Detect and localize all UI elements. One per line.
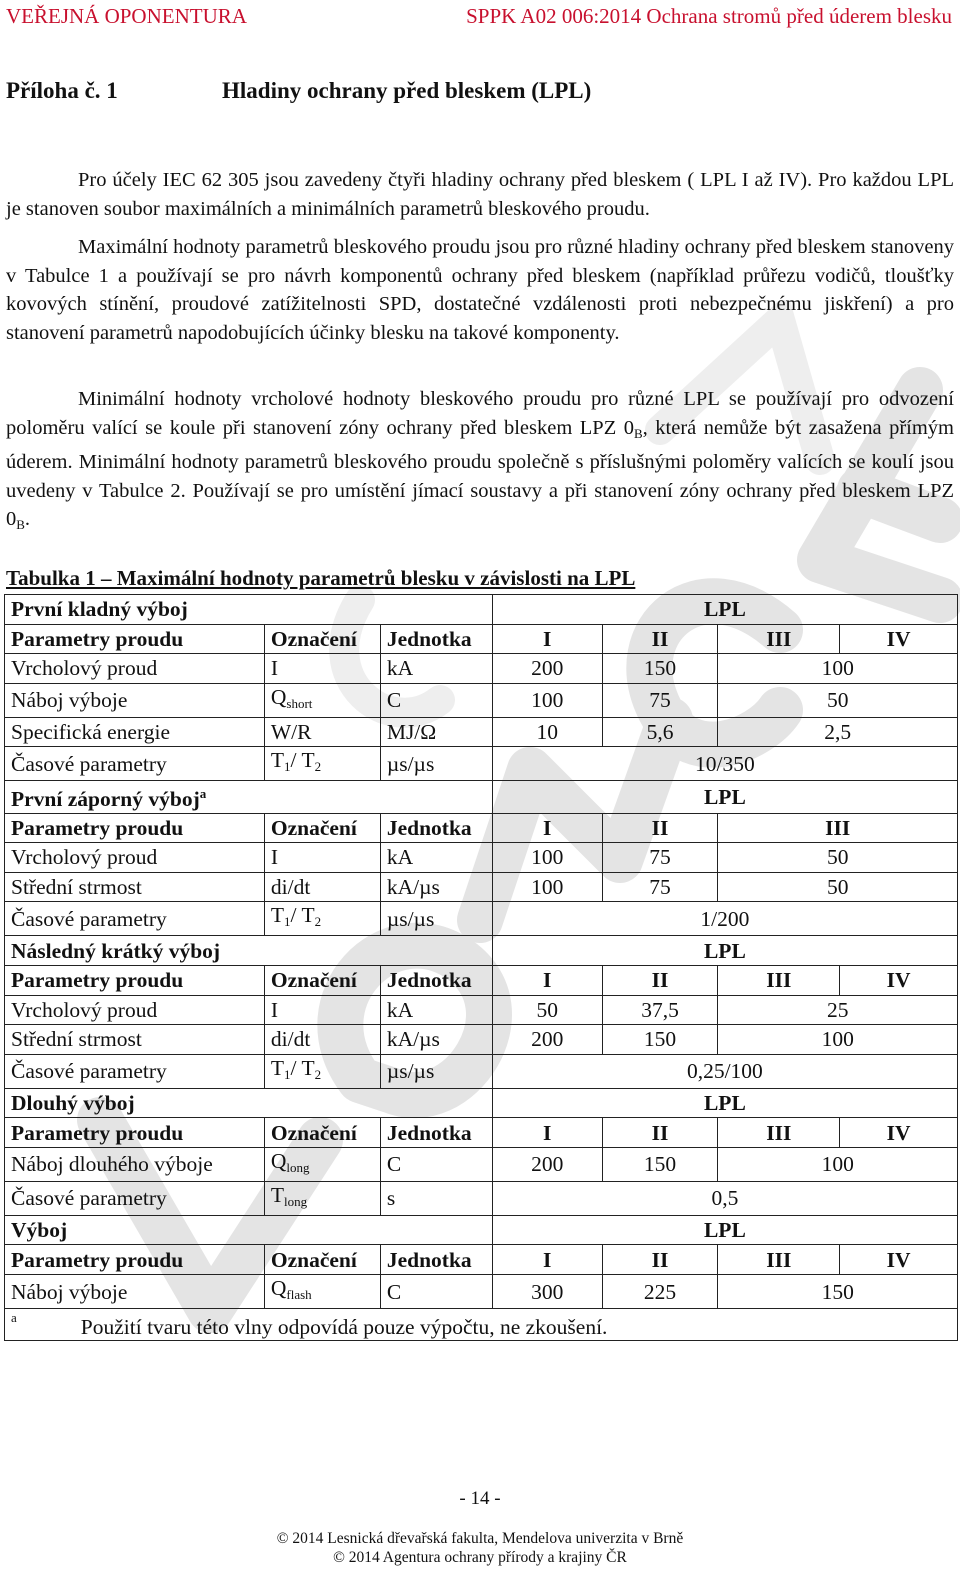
cell: 10/350 [492, 747, 957, 781]
cell: kA [380, 654, 492, 684]
cell: $T_1/$ $T_2$ [264, 747, 380, 781]
col-header: III [718, 813, 958, 843]
table-row [5, 843, 958, 873]
lpl-parameters-table [4, 594, 958, 1341]
col-header: II [602, 1118, 718, 1148]
section-header [5, 595, 958, 625]
cell: µs/µs [380, 1054, 492, 1088]
cell: kA/µs [380, 872, 492, 902]
section-header [5, 936, 958, 966]
cell: $Q_{flash}$ [264, 1275, 380, 1309]
cell: C [380, 683, 492, 717]
cell: Časové parametry [5, 747, 265, 781]
col-header: I [492, 1245, 602, 1275]
col-header: Označení [264, 1245, 380, 1275]
cell: 0,25/100 [492, 1054, 957, 1088]
cell: 100 [718, 1147, 958, 1181]
cell: $T_1/$ $T_2$ [264, 1054, 380, 1088]
cell: 100 [718, 654, 958, 684]
cell: Vrcholový proud [5, 995, 265, 1025]
col-header: Označení [264, 624, 380, 654]
section-title: První záporný výboj$^a$ [5, 781, 493, 813]
cell: µs/µs [380, 902, 492, 936]
cell: 50 [718, 872, 958, 902]
cell: 50 [718, 843, 958, 873]
table-row [5, 747, 958, 781]
col-header: Jednotka [380, 624, 492, 654]
section-title: Výboj [5, 1215, 493, 1245]
cell: s [380, 1181, 492, 1215]
cell: Časové parametry [5, 1054, 265, 1088]
lpl-header: LPL [492, 1215, 957, 1245]
cell: 150 [602, 654, 718, 684]
col-header: Označení [264, 813, 380, 843]
column-header-row [5, 624, 958, 654]
section-title: Následný krátký výboj [5, 936, 493, 966]
cell: Střední strmost [5, 1025, 265, 1055]
paragraph-1: Pro účely IEC 62 305 jsou zavedeny čtyři hladiny ochrany před bleskem ( LPL I až IV). Pro každou LPL je stanoven soubor maximálních a minimálních parametrů bleskového proudu. [6, 169, 954, 220]
cell: 10 [492, 717, 602, 747]
section-title: Dlouhý výboj [5, 1088, 493, 1118]
column-header-row [5, 1245, 958, 1275]
table-row [5, 717, 958, 747]
col-header: Jednotka [380, 813, 492, 843]
table-row [5, 1025, 958, 1055]
cell: 150 [602, 1025, 718, 1055]
col-header: I [492, 965, 602, 995]
col-header: IV [840, 1245, 958, 1275]
table-row [5, 683, 958, 717]
column-header-row [5, 813, 958, 843]
annex-title: Hladiny ochrany před bleskem (LPL) [222, 78, 592, 103]
cell: di/dt [264, 1025, 380, 1055]
cell: 100 [492, 683, 602, 717]
cell: di/dt [264, 872, 380, 902]
footer-line-2: © 2014 Agentura ochrany přírody a krajiny ČR [333, 1549, 627, 1566]
col-header: I [492, 624, 602, 654]
footnote-row [5, 1309, 958, 1341]
cell: 50 [492, 995, 602, 1025]
cell: C [380, 1147, 492, 1181]
col-header: Parametry proudu [5, 965, 265, 995]
col-header: II [602, 1245, 718, 1275]
cell: $T_1/$ $T_2$ [264, 902, 380, 936]
section-title: První kladný výboj [5, 595, 493, 625]
cell: 2,5 [718, 717, 958, 747]
header-left: VEŘEJNÁ OPONENTURA [6, 4, 247, 28]
footer-line-1: © 2014 Lesnická dřevařská fakulta, Mendelova univerzita v Brně [276, 1530, 684, 1547]
cell: I [264, 843, 380, 873]
column-header-row [5, 965, 958, 995]
cell: Vrcholový proud [5, 654, 265, 684]
lpl-header: LPL [492, 936, 957, 966]
cell: $T_{long}$ [264, 1181, 380, 1215]
table-row [5, 872, 958, 902]
cell: 5,6 [602, 717, 718, 747]
cell: 100 [492, 872, 602, 902]
cell: 75 [602, 683, 718, 717]
table-row [5, 654, 958, 684]
cell: 50 [718, 683, 958, 717]
col-header: Jednotka [380, 1118, 492, 1148]
table-row [5, 1181, 958, 1215]
cell: I [264, 995, 380, 1025]
cell: kA [380, 843, 492, 873]
cell: Náboj dlouhého výboje [5, 1147, 265, 1181]
cell: kA [380, 995, 492, 1025]
col-header: III [718, 965, 840, 995]
col-header: IV [840, 965, 958, 995]
table-row [5, 1147, 958, 1181]
col-header: II [602, 813, 718, 843]
table-footnote: $^a$ Použití tvaru této vlny odpovídá pouze výpočtu, ne zkoušení. [5, 1309, 958, 1341]
cell: kA/µs [380, 1025, 492, 1055]
cell: $Q_{long}$ [264, 1147, 380, 1181]
cell: I [264, 654, 380, 684]
table-caption: Tabulka 1 – Maximální hodnoty parametrů blesku v závislosti na LPL [6, 566, 636, 590]
cell: 25 [718, 995, 958, 1025]
col-header: Parametry proudu [5, 813, 265, 843]
col-header: Parametry proudu [5, 1245, 265, 1275]
cell: 300 [492, 1275, 602, 1309]
lpl-header: LPL [492, 781, 957, 813]
page-number: - 14 - [459, 1488, 501, 1509]
cell: Střední strmost [5, 872, 265, 902]
cell: 200 [492, 1147, 602, 1181]
cell: 75 [602, 872, 718, 902]
cell: 150 [718, 1275, 958, 1309]
section-header [5, 781, 958, 813]
paragraph-3: Minimální hodnoty vrcholové hodnoty bleskového proudu pro různé LPL se používají pro odvození poloměru valící se koule při stanovení zóny ochrany před bleskem LPZ $0_B$, která nemůže být zasažena přímým úderem. Minimální hodnoty parametrů bleskového proudu společně s příslušnými poloměry valících se koulí jsou uvedeny v Tabulce 2. Používají se pro umístění jímací soustavy a při stanovení zóny ochrany před bleskem LPZ $0_B$. [6, 388, 954, 532]
cell: 75 [602, 843, 718, 873]
cell: 37,5 [602, 995, 718, 1025]
cell: Specifická energie [5, 717, 265, 747]
col-header: II [602, 965, 718, 995]
col-header: IV [840, 1118, 958, 1148]
lpl-header: LPL [492, 1088, 957, 1118]
col-header: IV [840, 624, 958, 654]
cell: W/R [264, 717, 380, 747]
col-header: III [718, 1245, 840, 1275]
col-header: Jednotka [380, 965, 492, 995]
cell: 225 [602, 1275, 718, 1309]
cell: Náboj výboje [5, 683, 265, 717]
cell: Náboj výboje [5, 1275, 265, 1309]
cell: 0,5 [492, 1181, 957, 1215]
cell: C [380, 1275, 492, 1309]
col-header: Parametry proudu [5, 1118, 265, 1148]
col-header: II [602, 624, 718, 654]
cell: Časové parametry [5, 1181, 265, 1215]
section-header [5, 1088, 958, 1118]
header-right: SPPK A02 006:2014 Ochrana stromů před úderem blesku [466, 4, 952, 28]
cell: Časové parametry [5, 902, 265, 936]
table-row [5, 1054, 958, 1088]
paragraph-2: Maximální hodnoty parametrů bleskového proudu jsou pro různé hladiny ochrany před bleskem stanoveny v Tabulce 1 a používají se pro návrh komponentů ochrany před bleskem (například průřezu vodičů, tloušťky kovových stínění, proudové zatížitelnosti SPD, dostatečné vzdálenosti proti nebezpečnému jiskření) a pro stanovení parametrů napodobujících účinky blesku na takové komponenty. [6, 236, 954, 344]
section-header [5, 1215, 958, 1245]
col-header: Jednotka [380, 1245, 492, 1275]
lpl-header: LPL [492, 595, 957, 625]
cell: 200 [492, 1025, 602, 1055]
table-row [5, 995, 958, 1025]
cell: 150 [602, 1147, 718, 1181]
cell: Vrcholový proud [5, 843, 265, 873]
annex-label: Příloha č. 1 [6, 78, 118, 103]
col-header: Označení [264, 1118, 380, 1148]
cell: µs/µs [380, 747, 492, 781]
table-row [5, 902, 958, 936]
cell: 1/200 [492, 902, 957, 936]
cell: $Q_{short}$ [264, 683, 380, 717]
table-row [5, 1275, 958, 1309]
col-header: Označení [264, 965, 380, 995]
col-header: Parametry proudu [5, 624, 265, 654]
col-header: III [718, 1118, 840, 1148]
col-header: I [492, 1118, 602, 1148]
cell: 100 [492, 843, 602, 873]
col-header: III [718, 624, 840, 654]
cell: MJ/Ω [380, 717, 492, 747]
col-header: I [492, 813, 602, 843]
column-header-row [5, 1118, 958, 1148]
cell: 100 [718, 1025, 958, 1055]
cell: 200 [492, 654, 602, 684]
